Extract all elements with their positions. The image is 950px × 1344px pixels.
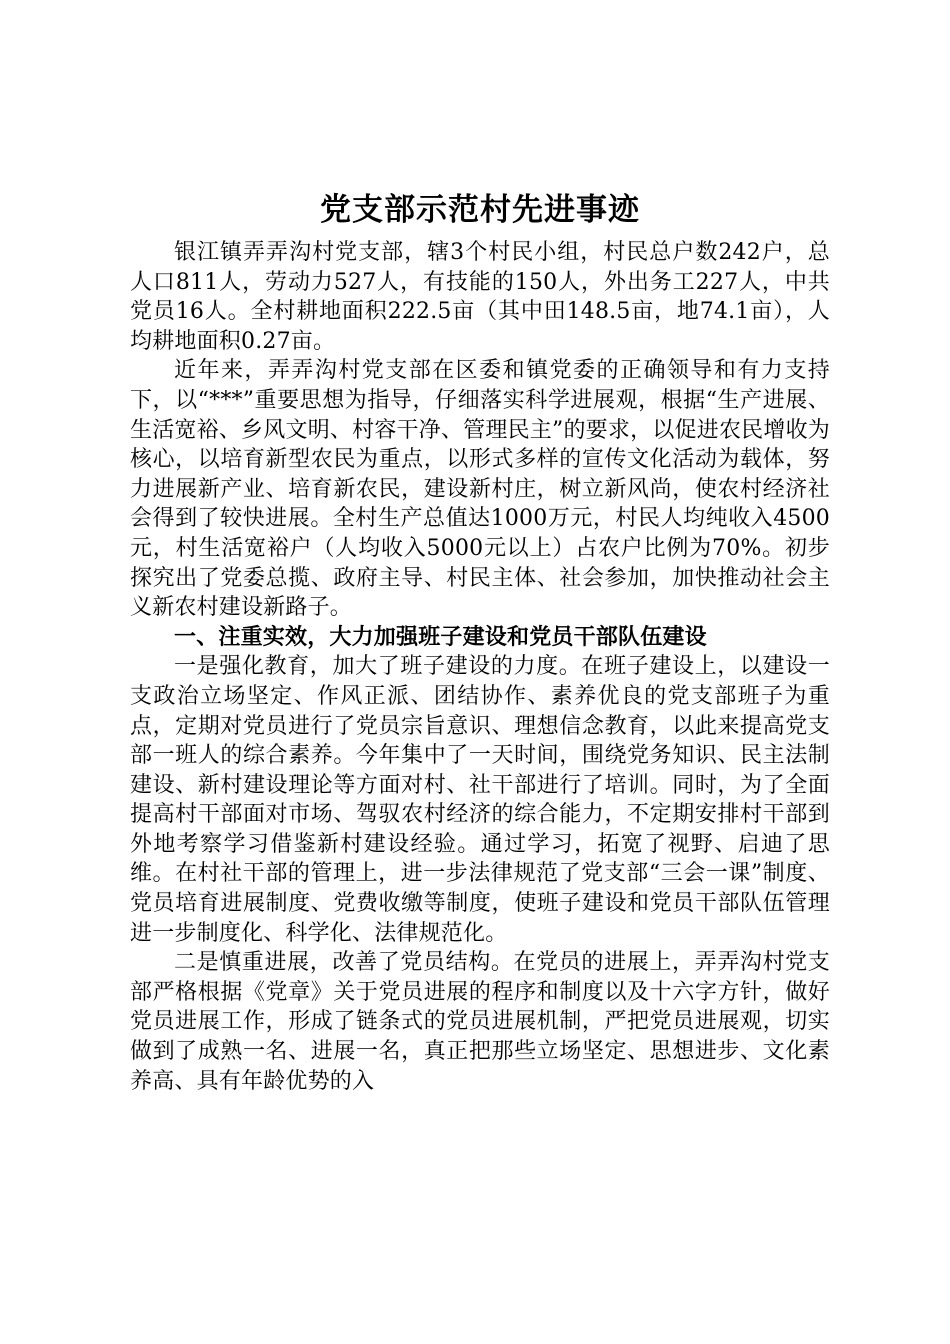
paragraph-recent-development: 近年来，弄弄沟村党支部在区委和镇党委的正确领导和有力支持下，以“***”重要思想为指导，仔细落实科学进展观，根据“生产进展、生活宽裕、乡风文明、村容干净、管理民主”的要求，以促进农民增收为核心，以培育新型农民为重点，以形式多样的宣传文化活动为载体，努力进展新产业、培育新农民，建设新村庄，树立新风尚，使农村经济社会得到了较快进展。全村生产总值达1000万元，村民人均纯收入4500元，村生活宽裕户（人均收入5000元以上）占农户比例为70%。初步探究出了党委总揽、政府主导、村民主体、社会参加，加快推动社会主义新农村建设新路子。	[130, 358, 830, 621]
section-heading-1: 一、注重实效，大力加强班子建设和党员干部队伍建设	[174, 624, 707, 650]
paragraph-strengthen-education: 一是强化教育，加大了班子建设的力度。在班子建设上，以建设一支政治立场坚定、作风正派、团结协作、素养优良的党支部班子为重点，定期对党员进行了党员宗旨意识、理想信念教育，以此来提高党支部一班人的综合素养。今年集中了一天时间，围绕党务知识、民主法制建设、新村建设理论等方面对村、社干部进行了培训。同时，为了全面提高村干部面对市场、驾驭农村经济的综合能力，不定期安排村干部到外地考察学习借鉴新村建设经验。通过学习，拓宽了视野、启迪了思维。在村社干部的管理上，进一步法律规范了党支部“三会一课”制度、党员培育进展制度、党费收缴等制度，使班子建设和党员干部队伍管理进一步制度化、科学化、法律规范化。	[130, 654, 830, 946]
document-title: 党支部示范村先进事迹	[320, 192, 640, 228]
paragraph-party-member-development: 二是慎重进展，改善了党员结构。在党员的进展上，弄弄沟村党支部严格根据《党章》关于党员进展的程序和制度以及十六字方针，做好党员进展工作，形成了链条式的党员进展机制，严把党员进展观，切实做到了成熟一名、进展一名，真正把那些立场坚定、思想进步、文化素养高、具有年龄优势的入	[130, 950, 830, 1094]
paragraph-village-overview: 银江镇弄弄沟村党支部，辖3个村民小组，村民总户数242户，总人口811人，劳动力527人，有技能的150人，外出务工227人，中共党员16人。全村耕地面积222.5亩（其中田148.5亩，地74.1亩），人均耕地面积0.27亩。	[130, 240, 830, 354]
document-page	[130, 188, 830, 1096]
